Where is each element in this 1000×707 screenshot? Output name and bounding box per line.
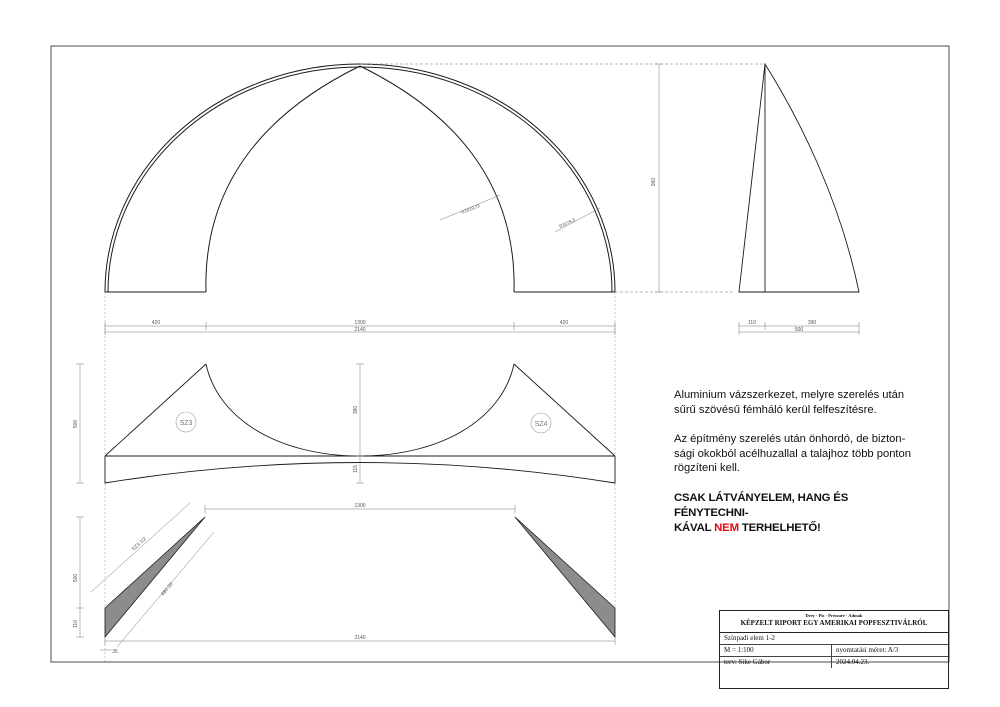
dim-diag-a: SZ3 1/2: [130, 536, 148, 553]
dim-mid-inner: 380: [353, 405, 359, 415]
dim-top-left: 420: [151, 320, 161, 326]
note-1-line-2: sűrű szövésű fémháló kerül felfeszítésre.: [674, 403, 877, 416]
dim-side-left: 110: [748, 320, 756, 326]
title-block-row-scale: [720, 645, 948, 657]
title-block-row-designer: [720, 657, 948, 668]
dim-top-total: 2140: [354, 327, 366, 333]
title-block-row-element: [720, 633, 948, 645]
note-2-line-2: sági okokból acélhuzallal a talajhoz több ponton: [674, 447, 911, 460]
dim-bot-height: 500: [73, 573, 79, 583]
dim-bot-small: 110: [73, 620, 79, 628]
scale-value: M = 1:100: [720, 645, 832, 656]
element-name: Színpadi elem 1-2: [724, 634, 775, 642]
warning-line-1: CSAK LÁTVÁNYELEM, HANG ÉS FÉNYTECHNI-: [674, 491, 849, 519]
dim-side-total: 500: [794, 327, 804, 333]
dim-diag-b: 680,30: [160, 581, 175, 598]
arch-inner-curve: [108, 67, 612, 292]
radius-label-b: R1079,3: [558, 217, 576, 229]
arch-extension-lines: [360, 64, 765, 292]
sz4-label: SZ4: [534, 421, 548, 428]
warning-line-2a: KÁVAL: [674, 521, 715, 534]
unfolded-right-edge: [514, 364, 615, 456]
right-brace: [515, 517, 615, 637]
drawing-frame: [51, 46, 949, 662]
load-warning: [674, 491, 924, 536]
date-value: 2024.04.23.: [836, 658, 870, 666]
note-paragraph-1: [674, 388, 924, 417]
dim-bot-edge: 35: [112, 649, 118, 655]
note-1-line-1: Aluminium vázszerkezet, melyre szerelés után: [674, 389, 905, 401]
title-block-header: [720, 611, 948, 633]
radius-label-a: R1019,23: [460, 202, 481, 215]
warning-line-2c: TERHELHETŐ!: [738, 521, 821, 534]
dim-top-right: 420: [559, 320, 569, 326]
sz3-label: SZ3: [179, 420, 193, 427]
unfolded-dimensions: [76, 364, 364, 483]
brace-view: [105, 517, 615, 637]
title-block-title: KÉPZELT RIPORT EGY AMERIKAI POPFESZTIVÁLRÓL: [740, 619, 928, 627]
note-paragraph-2: [674, 432, 924, 476]
warning-emphasis: NEM: [714, 521, 739, 534]
dim-mid-low: 115: [353, 465, 359, 473]
unfolded-left-edge: [105, 364, 206, 456]
note-2-line-1: Az építmény szerelés után önhordó, de bizton-: [674, 433, 906, 445]
title-block-subtitle: Drey · Pis · Pressure · Admak: [805, 613, 863, 618]
radius-leader-b: [555, 208, 600, 232]
front-view-arch: [105, 64, 615, 292]
title-block: [719, 610, 949, 689]
arch-height-label: 960: [651, 177, 657, 187]
unfolded-left-curve: [206, 364, 360, 456]
side-view-outline: [739, 64, 859, 292]
left-brace: [105, 517, 205, 637]
print-size-value: nyomtatási méret: A/3: [836, 646, 899, 654]
side-view: [739, 64, 859, 292]
designer-value: terv: Sike Gábor: [720, 657, 832, 668]
note-2-line-3: rögzíteni kell.: [674, 462, 740, 474]
unfolded-right-curve: [360, 364, 514, 456]
dim-side-right: 390: [807, 320, 817, 326]
dim-mid-height: 500: [73, 419, 79, 429]
dim-top-mid: 1300: [354, 320, 366, 326]
arch-outer-curve: [105, 64, 615, 292]
dim-bot-total: 2140: [354, 635, 366, 641]
dim-bot-span: 1300: [354, 503, 366, 509]
construction-notes: [674, 388, 924, 551]
brace-dimensions: [76, 503, 615, 650]
